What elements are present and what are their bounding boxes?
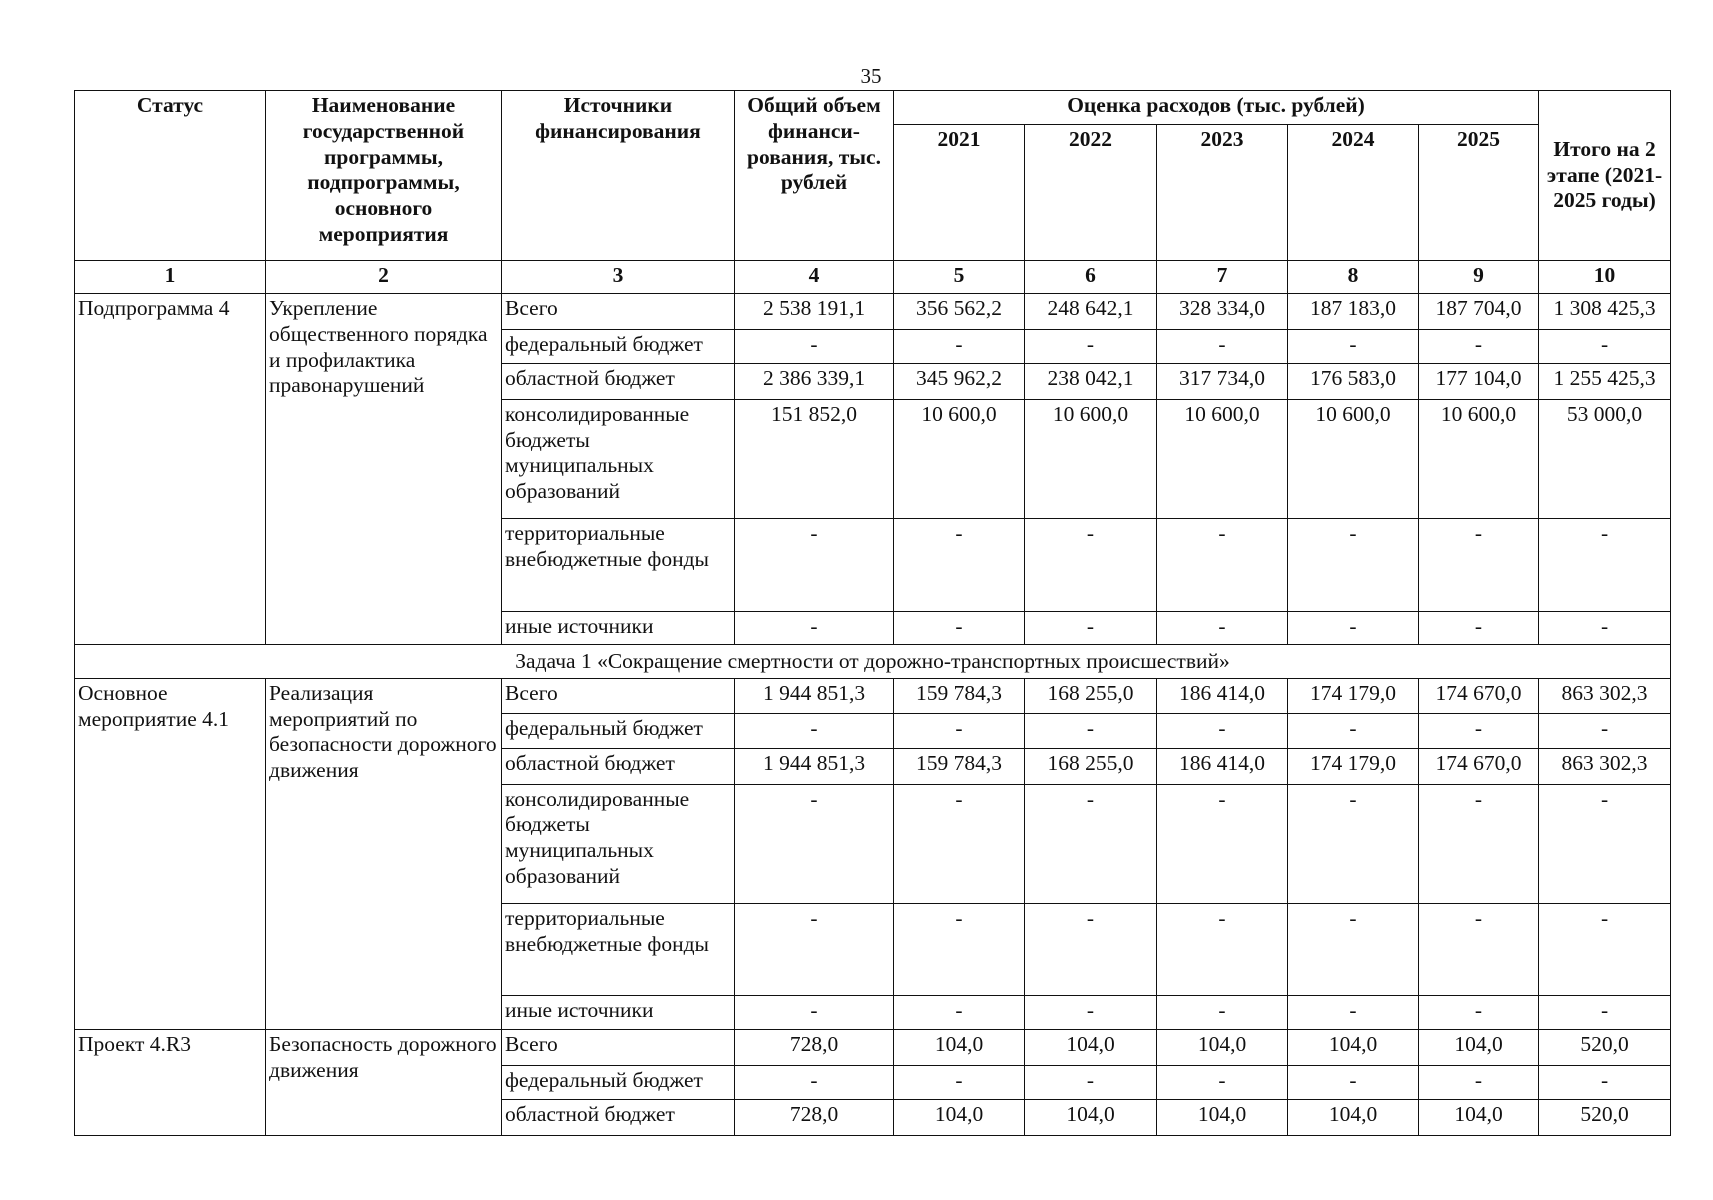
program-name-cell: Безопасность дорожного движения bbox=[266, 1029, 502, 1135]
value-cell: 728,0 bbox=[735, 1029, 894, 1065]
column-number: 10 bbox=[1539, 261, 1671, 294]
value-cell: - bbox=[1419, 996, 1539, 1030]
value-cell: - bbox=[1419, 611, 1539, 645]
source-cell: консолидированные бюджеты муниципальных образований bbox=[502, 784, 735, 904]
source-cell: областной бюджет bbox=[502, 749, 735, 785]
value-cell: 10 600,0 bbox=[894, 399, 1025, 519]
value-cell: - bbox=[1539, 996, 1671, 1030]
value-cell: - bbox=[1288, 519, 1419, 611]
value-cell: 187 183,0 bbox=[1288, 294, 1419, 330]
value-cell: 104,0 bbox=[1288, 1100, 1419, 1136]
value-cell: - bbox=[735, 996, 894, 1030]
value-cell: 520,0 bbox=[1539, 1100, 1671, 1136]
column-number: 7 bbox=[1157, 261, 1288, 294]
header-year: 2021 bbox=[894, 125, 1025, 261]
value-cell: - bbox=[894, 714, 1025, 749]
value-cell: - bbox=[735, 519, 894, 611]
value-cell: - bbox=[735, 611, 894, 645]
value-cell: - bbox=[894, 1065, 1025, 1100]
value-cell: 174 179,0 bbox=[1288, 749, 1419, 785]
task-row bbox=[75, 645, 1671, 679]
value-cell: 168 255,0 bbox=[1025, 678, 1157, 714]
value-cell: 1 944 851,3 bbox=[735, 678, 894, 714]
value-cell: 863 302,3 bbox=[1539, 749, 1671, 785]
value-cell: - bbox=[1539, 329, 1671, 364]
header-sources: Источники финансирования bbox=[502, 91, 735, 261]
value-cell: 863 302,3 bbox=[1539, 678, 1671, 714]
value-cell: - bbox=[1419, 329, 1539, 364]
value-cell: 2 538 191,1 bbox=[735, 294, 894, 330]
value-cell: - bbox=[1025, 904, 1157, 996]
value-cell: 1 255 425,3 bbox=[1539, 364, 1671, 400]
value-cell: - bbox=[1025, 611, 1157, 645]
value-cell: - bbox=[1288, 714, 1419, 749]
value-cell: 317 734,0 bbox=[1157, 364, 1288, 400]
value-cell: 345 962,2 bbox=[894, 364, 1025, 400]
status-cell: Основное мероприятие 4.1 bbox=[75, 678, 266, 1029]
value-cell: - bbox=[1157, 1065, 1288, 1100]
source-cell: Всего bbox=[502, 294, 735, 330]
value-cell: 728,0 bbox=[735, 1100, 894, 1136]
value-cell: - bbox=[735, 329, 894, 364]
value-cell: - bbox=[1025, 329, 1157, 364]
value-cell: 104,0 bbox=[1419, 1029, 1539, 1065]
value-cell: - bbox=[894, 904, 1025, 996]
value-cell: - bbox=[735, 1065, 894, 1100]
value-cell: - bbox=[1157, 519, 1288, 611]
column-number-row bbox=[75, 261, 1671, 294]
source-cell: консолидированные бюджеты муниципальных образований bbox=[502, 399, 735, 519]
value-cell: 186 414,0 bbox=[1157, 749, 1288, 785]
column-number: 4 bbox=[735, 261, 894, 294]
source-cell: территориальные внебюджетные фонды bbox=[502, 519, 735, 611]
value-cell: 168 255,0 bbox=[1025, 749, 1157, 785]
value-cell: 104,0 bbox=[1419, 1100, 1539, 1136]
value-cell: 187 704,0 bbox=[1419, 294, 1539, 330]
source-cell: иные источники bbox=[502, 996, 735, 1030]
value-cell: 104,0 bbox=[1025, 1100, 1157, 1136]
column-number: 8 bbox=[1288, 261, 1419, 294]
value-cell: - bbox=[1288, 1065, 1419, 1100]
value-cell: - bbox=[894, 784, 1025, 904]
header-year: 2022 bbox=[1025, 125, 1157, 261]
source-cell: федеральный бюджет bbox=[502, 1065, 735, 1100]
value-cell: - bbox=[1539, 714, 1671, 749]
source-cell: Всего bbox=[502, 1029, 735, 1065]
value-cell: 10 600,0 bbox=[1025, 399, 1157, 519]
column-number: 2 bbox=[266, 261, 502, 294]
source-cell: областной бюджет bbox=[502, 364, 735, 400]
column-number: 1 bbox=[75, 261, 266, 294]
value-cell: 186 414,0 bbox=[1157, 678, 1288, 714]
header-year: 2024 bbox=[1288, 125, 1419, 261]
source-cell: иные источники bbox=[502, 611, 735, 645]
value-cell: - bbox=[1539, 904, 1671, 996]
source-cell: Всего bbox=[502, 678, 735, 714]
value-cell: - bbox=[1025, 996, 1157, 1030]
value-cell: 520,0 bbox=[1539, 1029, 1671, 1065]
column-number: 5 bbox=[894, 261, 1025, 294]
header-year: 2023 bbox=[1157, 125, 1288, 261]
value-cell: - bbox=[1157, 329, 1288, 364]
value-cell: - bbox=[1539, 519, 1671, 611]
value-cell: 159 784,3 bbox=[894, 678, 1025, 714]
value-cell: - bbox=[1025, 714, 1157, 749]
program-name-cell: Укрепление общественного порядка и профилактика правонарушений bbox=[266, 294, 502, 645]
header-estimate: Оценка расходов (тыс. рублей) bbox=[894, 91, 1539, 125]
value-cell: - bbox=[1539, 611, 1671, 645]
value-cell: - bbox=[1157, 784, 1288, 904]
value-cell: - bbox=[894, 611, 1025, 645]
value-cell: 176 583,0 bbox=[1288, 364, 1419, 400]
column-number: 9 bbox=[1419, 261, 1539, 294]
value-cell: 248 642,1 bbox=[1025, 294, 1157, 330]
value-cell: 1 944 851,3 bbox=[735, 749, 894, 785]
table-row bbox=[75, 678, 1671, 714]
header-name: Наименование государственной программы, подпрограммы, основного мероприятия bbox=[266, 91, 502, 261]
value-cell: - bbox=[1539, 784, 1671, 904]
value-cell: 104,0 bbox=[1025, 1029, 1157, 1065]
value-cell: 104,0 bbox=[894, 1100, 1025, 1136]
header-year: 2025 bbox=[1419, 125, 1539, 261]
page-number: 35 bbox=[860, 64, 882, 88]
value-cell: - bbox=[1419, 1065, 1539, 1100]
value-cell: 104,0 bbox=[894, 1029, 1025, 1065]
value-cell: - bbox=[1288, 904, 1419, 996]
value-cell: - bbox=[894, 996, 1025, 1030]
value-cell: - bbox=[894, 519, 1025, 611]
value-cell: 10 600,0 bbox=[1288, 399, 1419, 519]
budget-table bbox=[74, 90, 1671, 1136]
value-cell: - bbox=[894, 329, 1025, 364]
value-cell: 104,0 bbox=[1288, 1029, 1419, 1065]
value-cell: 328 334,0 bbox=[1157, 294, 1288, 330]
value-cell: 238 042,1 bbox=[1025, 364, 1157, 400]
value-cell: - bbox=[1288, 611, 1419, 645]
table-row bbox=[75, 1029, 1671, 1065]
value-cell: 356 562,2 bbox=[894, 294, 1025, 330]
value-cell: - bbox=[1288, 996, 1419, 1030]
source-cell: федеральный бюджет bbox=[502, 714, 735, 749]
source-cell: федеральный бюджет bbox=[502, 329, 735, 364]
value-cell: 104,0 bbox=[1157, 1029, 1288, 1065]
value-cell: - bbox=[1025, 1065, 1157, 1100]
status-cell: Проект 4.R3 bbox=[75, 1029, 266, 1135]
task-title: Задача 1 «Сокращение смертности от дорожно-транспортных происшествий» bbox=[75, 645, 1671, 679]
value-cell: 1 308 425,3 bbox=[1539, 294, 1671, 330]
value-cell: - bbox=[1539, 1065, 1671, 1100]
value-cell: - bbox=[1419, 784, 1539, 904]
value-cell: - bbox=[1288, 784, 1419, 904]
column-number: 3 bbox=[502, 261, 735, 294]
value-cell: 53 000,0 bbox=[1539, 399, 1671, 519]
value-cell: - bbox=[1419, 519, 1539, 611]
source-cell: территориальные внебюджетные фонды bbox=[502, 904, 735, 996]
value-cell: - bbox=[1288, 329, 1419, 364]
header-total: Общий объем финанси-рования, тыс. рублей bbox=[735, 91, 894, 261]
header-stage-total: Итого на 2 этапе (2021-2025 годы) bbox=[1539, 91, 1671, 261]
value-cell: 159 784,3 bbox=[894, 749, 1025, 785]
value-cell: - bbox=[1025, 519, 1157, 611]
value-cell: - bbox=[1157, 714, 1288, 749]
value-cell: - bbox=[1157, 611, 1288, 645]
value-cell: - bbox=[1419, 714, 1539, 749]
value-cell: 151 852,0 bbox=[735, 399, 894, 519]
value-cell: 10 600,0 bbox=[1157, 399, 1288, 519]
value-cell: - bbox=[1025, 784, 1157, 904]
value-cell: 177 104,0 bbox=[1419, 364, 1539, 400]
value-cell: 104,0 bbox=[1157, 1100, 1288, 1136]
value-cell: 174 670,0 bbox=[1419, 678, 1539, 714]
value-cell: - bbox=[1419, 904, 1539, 996]
value-cell: - bbox=[735, 904, 894, 996]
source-cell: областной бюджет bbox=[502, 1100, 735, 1136]
table-row bbox=[75, 294, 1671, 330]
program-name-cell: Реализация мероприятий по безопасности дорожного движения bbox=[266, 678, 502, 1029]
value-cell: - bbox=[1157, 904, 1288, 996]
status-cell: Подпрограмма 4 bbox=[75, 294, 266, 645]
value-cell: 174 179,0 bbox=[1288, 678, 1419, 714]
value-cell: - bbox=[735, 784, 894, 904]
value-cell: 2 386 339,1 bbox=[735, 364, 894, 400]
value-cell: 10 600,0 bbox=[1419, 399, 1539, 519]
header-status: Статус bbox=[75, 91, 266, 261]
value-cell: 174 670,0 bbox=[1419, 749, 1539, 785]
value-cell: - bbox=[1157, 996, 1288, 1030]
column-number: 6 bbox=[1025, 261, 1157, 294]
value-cell: - bbox=[735, 714, 894, 749]
